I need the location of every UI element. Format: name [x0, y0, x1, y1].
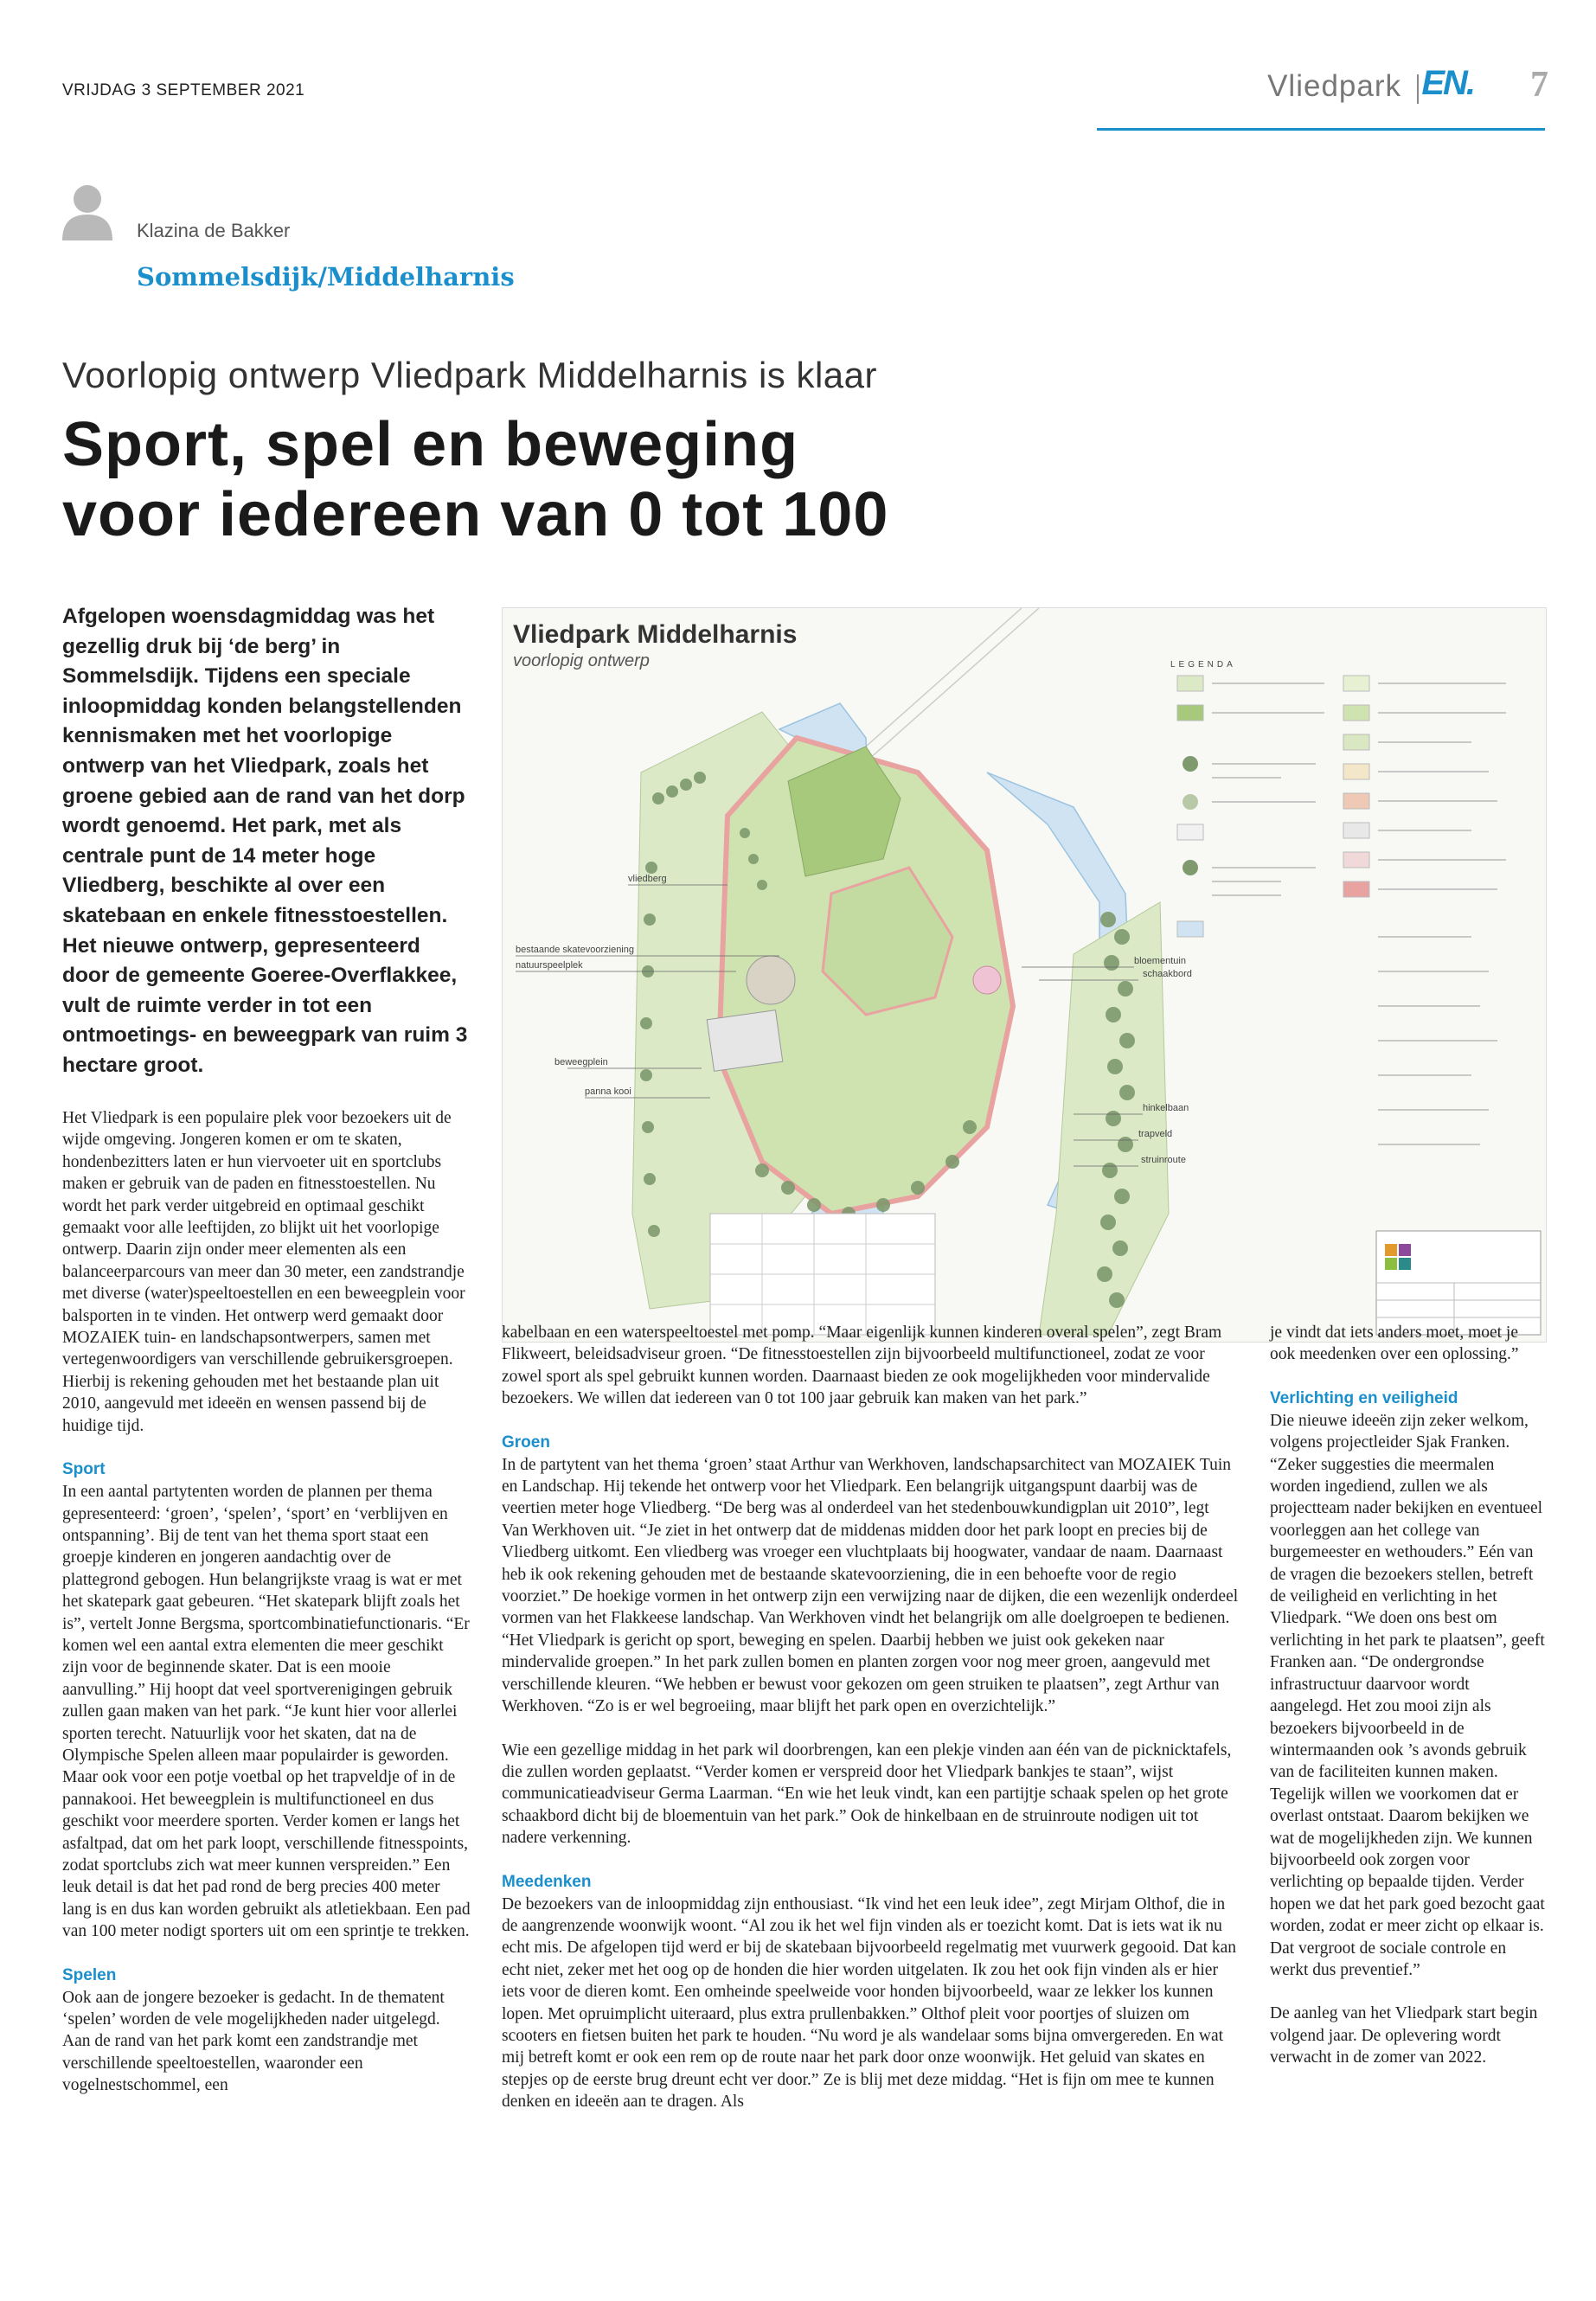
map-drawing	[503, 608, 1546, 1342]
dateline-location: Sommelsdijk/Middelharnis	[137, 262, 515, 292]
map-subtitle: voorlopig ontwerp	[513, 651, 650, 670]
paragraph-intro: Het Vliedpark is een populaire plek voor bezoekers uit de wijde omgeving. Jongeren komen er om te skaten, hondenbezitters laten er hun viervoeter uit en sportclubs maken er gebruik van de paden en fitnesstoestellen. Nu wordt het park verder uitgebreid en optimaal geschikt gemaakt voor alle leeftijden, zo blijkt uit het voorlopige ontwerp. Daarin zijn onder meer elementen als een balanceerparcours van meer dan 30 meter, een zandstrandje met diverse (water)speeltoestellen en een beweegplein voor balsporten in te vinden. Het ontwerp werd gemaakt door MOZAIEK tuin- en landschapsontwerpers, samen met vertegenwoordigers van verschillende gebruikersgroepen. Hierbij is rekening gehouden met het bestaande plan uit 2010, aangevuld met ideeën en wensen passend bij de huidige tijd.	[62, 1109, 465, 1435]
section-name: Vliedpark	[1267, 69, 1401, 103]
section-divider	[1417, 74, 1419, 104]
article-column-3	[1270, 1322, 1545, 2091]
label-natuurspeelplek: natuurspeelplek	[516, 960, 583, 971]
paragraph-meedenken: De bezoekers van de inloopmiddag zijn enthousiast. “Ik vind het een leuk idee”, zegt Mirjam Olthof, die in de aangrenzende woonwijk woont. “Al zou ik het wel fijn vinden als er toezicht komt. Dat is iets wat ik nu echt mis. De afgelopen tijd werd er bij de skatebaan bijvoorbeeld regelmatig met vuurwerk gegooid. Dat kan echt niet, zeker met het oog op de honden die hier worden uitgelaten. Ik zou het ook fijn vinden als er hier iets voor de dieren komt. Een omheinde speelweide voor honden bijvoorbeeld, waar ze lekker los kunnen lopen. Met opruimplicht uiteraard, plus extra prullenbakken.” Olthof pleit voor poortjes of sluizen om scooters en fietsen buiten het park te houden. “Nu word je als wandelaar soms bijna omvergereden. En wat mij betreft komt er ook een rem op de route naar het park door onze woonwijk. Het geluid van skates en stepjes op de eerste brug dreunt echt ver door.” Ze is blij met deze middag. “Het is fijn om mee te kunnen denken en ideeën aan te dragen. Als	[502, 1894, 1237, 2112]
author-avatar-icon	[62, 183, 112, 240]
headline-line-1: Sport, spel en beweging	[62, 410, 799, 479]
article-headline	[62, 410, 1014, 549]
paragraph-sport: In een aantal partytenten worden de plannen per thema gepresenteerd: ‘groen’, ‘spelen’, ‘sport’ en ‘verblijven en ontspanning’. Bij de tent van het thema sport staat een groepje kinderen en jongeren aandachtig over de plattegrond gebogen. Hun belangrijkste vraag is wat er met het skatepark gaat gebeuren. “Het skatepark blijft zoals het is”, vertelt Jonne Bergsma, sportcombinatiefunctionaris. “Er komen wel een aantal extra elementen die meer geschikt zijn voor de beginnende skater. Dat is een mooie aanvulling.” Hij hoopt dat veel sportverenigingen gebruik zullen gaan maken van het park. “Je kunt hier voor allerlei sporten terecht. Natuurlijk voor het skaten, dat na de Olympische Spelen alleen maar populairder is geworden. Maar ook voor een potje voetbal op het trapveldje of in de pannakooi. Het beweegplein is multifunctioneel en dus geschikt voor meerdere sporten. Verder komen er langs het asfaltpad, dat om het park loopt, verschillende fitnesspoints, zodat sportclubs zich wat meer kunnen verspreiden.” Een leuk detail is dat het pad rond de berg precies 400 meter lang is en dus kan worden gebruikt als atletiekbaan. Een pad van 100 meter nodigt sporters uit om een sprintje te trekken.	[62, 1483, 471, 1941]
subhead-meedenken: Meedenken	[502, 1872, 592, 1891]
headline-line-2: voor iedereen van 0 tot 100	[62, 479, 889, 549]
map-legend	[1177, 676, 1506, 1144]
paragraph-spelen-cont: kabelbaan en een waterspeeltoestel met pomp. “Maar eigenlijk kunnen kinderen overal spelen”, zegt Bram Flikweert, beleidsadviseur groen. “De fitnesstoestellen zijn bijvoorbeeld multifunctioneel, zodat ze voor zowel sport als spel gebruikt kunnen worden. Daarnaast bieden ze ook mogelijkheden voor mindervalide bezoekers. We willen dat iedereen van 0 tot 100 jaar gebruik kan maken van het park.”	[502, 1324, 1222, 1408]
label-skatevoorziening: bestaande skatevoorziening	[516, 945, 634, 955]
article-kicker: Voorlopig ontwerp Vliedpark Middelharnis is klaar	[62, 355, 877, 395]
map-title: Vliedpark Middelharnis	[513, 620, 798, 649]
label-vliedberg: vliedberg	[628, 874, 667, 884]
section-header	[1090, 64, 1548, 125]
article-lead: Afgelopen woensdagmiddag was het gezellig druk bij ‘de berg’ in Sommelsdijk. Tijdens een speciale inloopmiddag konden belangstellenden kennismaken met het voorlopige ontwerp van het Vliedpark, zoals het groene gebied aan de rand van het dorp wordt genoemd. Het park, met als centrale punt de 14 meter hoge Vliedberg, beschikte al over een skatebaan en enkele fitnesstoestellen. Het nieuwe ontwerp, gepresenteerd door de gemeente Goeree-Overflakkee, vult de ruimte verder in tot een ontmoetings- en beweegpark van ruim 3 hectare groot.	[62, 605, 468, 1077]
page-number: 7	[1530, 65, 1548, 105]
header-rule	[1097, 128, 1545, 131]
label-bloementuin: bloementuin	[1134, 956, 1186, 966]
author-name: Klazina de Bakker	[137, 220, 291, 241]
issue-date: VRIJDAG 3 SEPTEMBER 2021	[62, 81, 305, 99]
label-trapveld: trapveld	[1138, 1129, 1173, 1139]
map-legend-title: LEGENDA	[1170, 660, 1236, 670]
article-column-1	[62, 1107, 471, 2118]
subhead-verlichting: Verlichting en veiligheid	[1270, 1388, 1458, 1407]
subhead-spelen: Spelen	[62, 1965, 117, 1984]
subhead-groen: Groen	[502, 1433, 550, 1452]
label-struinroute: struinroute	[1141, 1155, 1186, 1165]
label-hinkelbaan: hinkelbaan	[1143, 1103, 1189, 1113]
label-beweegplein: beweegplein	[554, 1057, 608, 1067]
subhead-sport: Sport	[62, 1460, 106, 1479]
paragraph-picknick: Wie een gezellige middag in het park wil doorbrengen, kan een plekje vinden aan één van de picknicktafels, die zullen worden geplaatst. “Verder komen er verspreid door het Vliedpark bankjes te staan”, wijst communicatieadviseur Germa Laarman. “En wie het leuk vindt, kan een partijtje schaak spelen op het grote schaakbord dicht bij de bloementuin van het park.” Ook de hinkelbaan en de struinroute nodigen uit tot nadere verkenning.	[502, 1740, 1232, 1848]
paragraph-verlichting: Die nieuwe ideeën zijn zeker welkom, volgens projectleider Sjak Franken. “Zeker suggesties die meermalen worden ingediend, zullen we als projectteam nader bekijken en eventueel voorleggen aan het college van burgemeester en wethouders.” Eén van de vragen die bezoekers stellen, betreft de veiligheid en verlichting in het Vliedpark. “We doen ons best om verlichting in het park te plaatsen”, geeft Franken aan. “De ondergrondse infrastructuur daarvoor wordt aangelegd. Het zou mooi zijn als bezoekers bijvoorbeeld in de wintermaanden ook ’s avonds gebruik van de faciliteiten kunnen maken. Tegelijk willen we voorkomen dat er overlast ontstaat. Daarom bekijken we wat de mogelijkheden zijn. We kunnen bijvoorbeeld ook zorgen voor verlichting op bepaalde tijden. Verder hopen we dat het park goed bezocht gaat worden, zodat er meer zicht op elkaar is. Dat vergroot de sociale controle en werkt dus preventief.”	[1270, 1411, 1545, 1979]
label-pannakooi: panna kooi	[585, 1086, 631, 1097]
paragraph-groen: In de partytent van het thema ‘groen’ staat Arthur van Werkhoven, landschapsarchitect van MOZAIEK Tuin en Landschap. Hij tekende het ontwerp voor het Vliedpark. Een belangrijk uitgangspunt daarbij was de veertien meter hoge Vliedberg. “De berg was al onderdeel van het stedenbouwkundigplan uit 2010”, legt Van Werkhoven uit. “Je ziet in het ontwerp dat de middenas midden door het park loopt en precies bij de Vliedberg uitkomt. Een vliedberg was vroeger een vluchtplaats bij hoogwater, vandaar de naam. Daarnaast heb ik ook rekening gehouden met de bestaande skatevoorziening, die in een behoefte voor de regio voorziet.” De hoekige vormen in het ontwerp zijn een verwijzing naar de dijken, die een wezenlijk onderdeel vormen van het Flakkeese landschap. Van Werkhoven vindt het belangrijk om alle doelgroepen te bedienen. “Het Vliedpark is gericht op sport, beweging en spelen. Daarbij hebben we juist ook gekeken naar mindervalide groepen.” In het park zullen bomen en planten zorgen voor nog meer groen, aangevuld met verschillende kleuren. “We hebben er bewust voor gekozen om geen struiken te plaatsen”, zegt Arthur van Werkhoven. “Zo is er wel begroeiing, maar blijft het park open en overzichtelijk.”	[502, 1455, 1239, 1716]
article-column-2	[502, 1322, 1239, 2135]
map-title-block	[1376, 1231, 1541, 1335]
paragraph-spelen: Ook aan de jongere bezoeker is gedacht. In de thematent ‘spelen’ worden de vele mogelijkheden nader uitgelegd. Aan de rand van het park komt een zandstrandje met verschillende speeltoestellen, waaronder een vogelnestschommel, een	[62, 1988, 445, 2095]
park-design-map	[502, 607, 1547, 1343]
brand-logo: EN.	[1421, 64, 1474, 102]
paragraph-slot: De aanleg van het Vliedpark start begin volgend jaar. De oplevering wordt verwacht in de zomer van 2022.	[1270, 2004, 1538, 2067]
paragraph-meedenken-cont: je vindt dat iets anders moet, moet je ook meedenken over een oplossing.”	[1270, 1324, 1519, 1364]
label-schaakbord: schaakbord	[1143, 969, 1192, 979]
